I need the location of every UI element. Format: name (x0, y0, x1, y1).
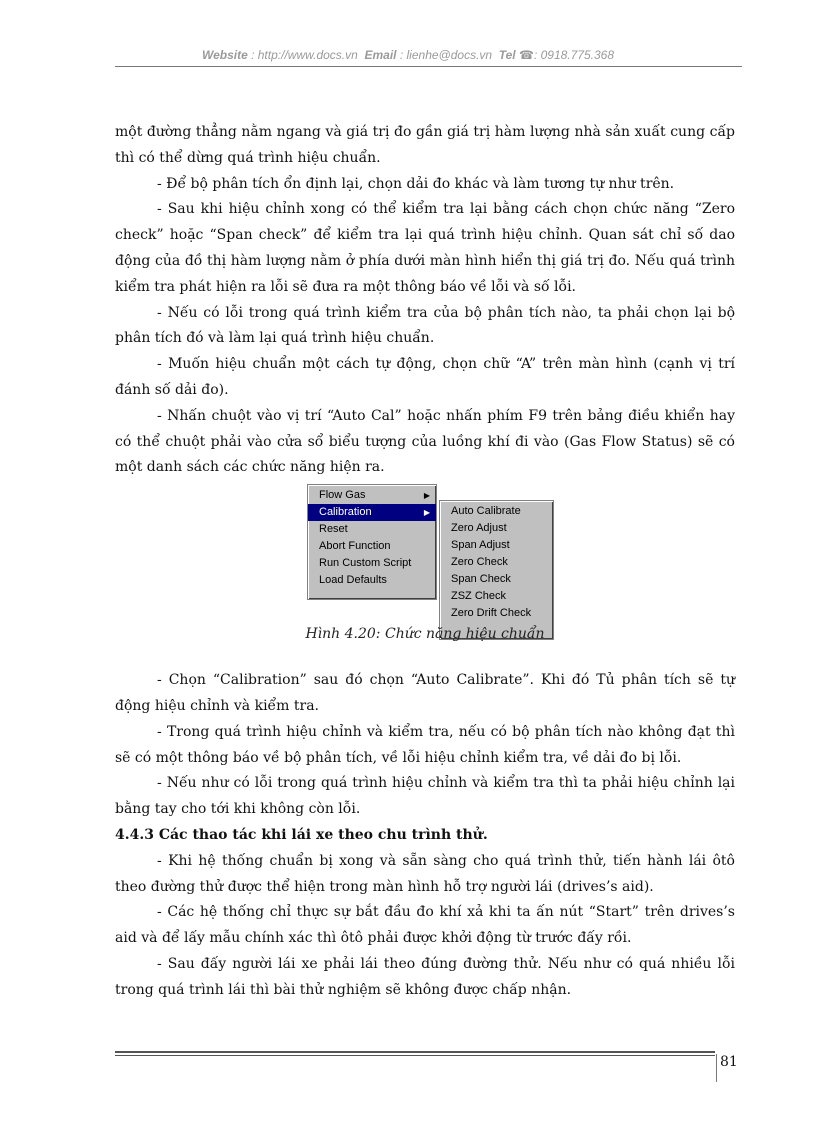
submenu-item-zsz-check[interactable]: ZSZ Check (451, 590, 507, 603)
paragraph: - Sau đấy người lái xe phải lái theo đúng đường thử. Nếu như có quá nhiều lỗi trong quá trình lái thì bài thử nghiệm sẽ không được chấp nhận. (115, 955, 735, 998)
tel-label: Tel (498, 48, 516, 62)
section-heading: 4.4.3 Các thao tác khi lái xe theo chu trình thử. (115, 826, 488, 843)
paragraph: - Để bộ phân tích ổn định lại, chọn dải đo khác và làm tương tự như trên. (157, 175, 675, 192)
footer-divider (115, 1051, 715, 1053)
paragraph: - Chọn “Calibration” sau đó chọn “Auto Calibrate”. Khi đó Tủ phân tích sẽ tự động hiệu chỉnh và kiểm tra. (115, 672, 735, 714)
submenu-item-auto-calibrate[interactable]: Auto Calibrate (451, 505, 521, 518)
email-value: : lienhe@docs.vn (399, 48, 493, 62)
submenu-item-span-adjust[interactable]: Span Adjust (451, 539, 510, 552)
paragraph: một đường thẳng nằm ngang và giá trị đo gần giá trị hàm lượng nhà sản xuất cung cấp thì có thể dừng quá trình hiệu chuẩn. (115, 124, 735, 166)
paragraph: - Nếu như có lỗi trong quá trình hiệu chỉnh và kiểm tra thì ta phải hiệu chỉnh lại bằng tay cho tới khi không còn lỗi. (115, 775, 735, 818)
submenu-arrow-icon: ▶ (423, 508, 430, 518)
menu-item-run-custom-script[interactable]: Run Custom Script (319, 557, 412, 570)
calibration-submenu (439, 500, 554, 640)
page-number: 81 (720, 1054, 738, 1070)
submenu-arrow-icon: ▶ (423, 491, 430, 501)
email-label: Email (364, 48, 397, 62)
menu-item-load-defaults[interactable]: Load Defaults (319, 574, 387, 587)
page-number-bar (716, 1054, 717, 1082)
submenu-item-span-check[interactable]: Span Check (451, 573, 511, 586)
submenu-item-zero-drift-check[interactable]: Zero Drift Check (451, 607, 532, 620)
context-menu (307, 484, 437, 600)
menu-item-reset[interactable]: Reset (319, 523, 348, 536)
menu-item-calibration[interactable]: Calibration ▶ (308, 504, 436, 521)
figure-calibration-menu (115, 484, 735, 644)
website-label: Website (201, 48, 248, 62)
menu-item-flow-gas[interactable]: Flow Gas ▶ (308, 487, 436, 504)
header-divider (115, 66, 742, 67)
document-body (115, 120, 735, 1004)
paragraph: - Các hệ thống chỉ thực sự bắt đầu đo khí xả khi ta ấn nút “Start” trên drives’s aid và để lấy mẫu chính xác thì ôtô phải được khởi động từ trước đấy rồi. (115, 904, 735, 947)
paragraph: - Nếu có lỗi trong quá trình kiểm tra của bộ phân tích nào, ta phải chọn lại bộ phân tích đó và làm lại quá trình hiệu chuẩn. (115, 304, 735, 347)
page-header (0, 48, 816, 62)
figure-caption: Hình 4.20: Chức năng hiệu chuẩn (305, 626, 545, 643)
footer-divider-thin (115, 1055, 715, 1056)
website-value: : http://www.docs.vn (251, 48, 358, 62)
paragraph: - Sau khi hiệu chỉnh xong có thể kiểm tra lại bằng cách chọn chức năng “Zero check” hoặc “Span check” để kiểm tra lại quá trình hiệu chỉnh. Quan sát chỉ số dao động của đồ thị hàm lượng nằm ở phía dưới màn hình hiển thị giá trị đo. Nếu quá trình kiểm tra phát hiện ra lỗi sẽ đưa ra một thông báo về lỗi và số lỗi. (115, 201, 735, 295)
paragraph: - Trong quá trình hiệu chỉnh và kiểm tra, nếu có bộ phân tích nào không đạt thì sẽ có một thông báo về bộ phân tích, về lỗi hiệu chỉnh kiểm tra, về dải đo bị lỗi. (115, 723, 735, 766)
paragraph: - Nhấn chuột vào vị trí “Auto Cal” hoặc nhấn phím F9 trên bảng điều khiển hay có thể chuột phải vào cửa sổ biểu tượng của luồng khí đi vào (Gas Flow Status) sẽ có một danh sách các chức năng hiện ra. (115, 407, 735, 476)
tel-value: : 0918.775.368 (533, 48, 615, 62)
menu-item-abort-function[interactable]: Abort Function (319, 540, 391, 553)
submenu-item-zero-adjust[interactable]: Zero Adjust (451, 522, 507, 535)
phone-icon: ☎ (519, 48, 534, 62)
paragraph: - Muốn hiệu chuẩn một cách tự động, chọn chữ “A” trên màn hình (cạnh vị trí đánh số dải đo). (115, 356, 735, 398)
paragraph: - Khi hệ thống chuẩn bị xong và sẵn sàng cho quá trình thử, tiến hành lái ôtô theo đường thử được thể hiện trong màn hình hỗ trợ người lái (drives’s aid). (115, 852, 735, 895)
submenu-item-zero-check[interactable]: Zero Check (451, 556, 508, 569)
